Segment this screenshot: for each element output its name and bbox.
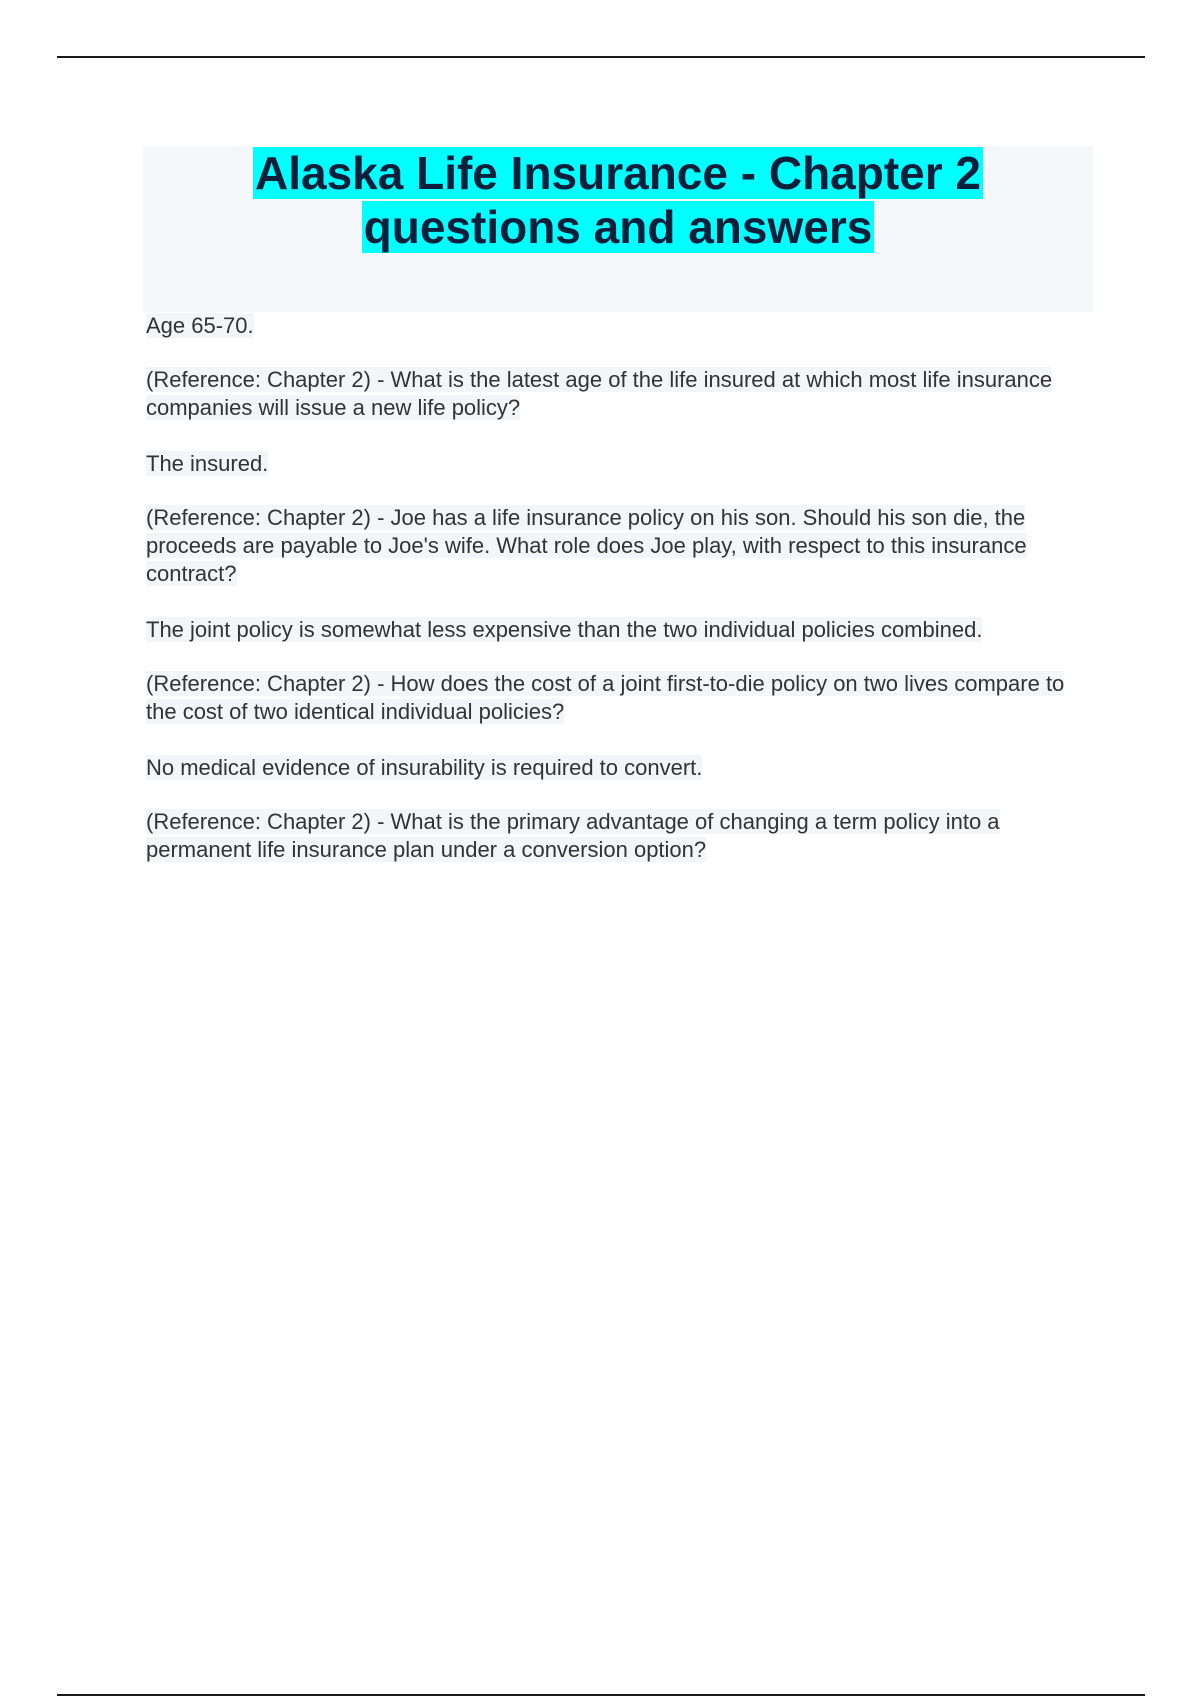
document-title [143, 146, 1093, 254]
top-divider [57, 56, 1145, 58]
question-1: (Reference: Chapter 2) - What is the latest age of the life insured at which most life insurance companies will issue a new life policy? [146, 367, 1053, 420]
answer-text [146, 450, 1096, 478]
answer-text [146, 754, 1096, 782]
question-text [146, 366, 1096, 422]
question-3: (Reference: Chapter 2) - How does the cost of a joint first-to-die policy on two lives compare to the cost of two identical individual policies? [146, 671, 1065, 724]
answer-3: The joint policy is somewhat less expensive than the two individual policies combined. [146, 617, 983, 642]
answer-text [146, 312, 1096, 340]
question-4: (Reference: Chapter 2) - What is the primary advantage of changing a term policy into a permanent life insurance plan under a conversion option? [146, 809, 1000, 862]
answer-text [146, 616, 1096, 644]
qa-list [146, 312, 1096, 892]
bottom-divider [57, 1694, 1145, 1696]
title-block [143, 146, 1093, 312]
answer-2: The insured. [146, 451, 269, 476]
question-text [146, 808, 1096, 864]
answer-4: No medical evidence of insurability is required to convert. [146, 755, 703, 780]
question-2: (Reference: Chapter 2) - Joe has a life insurance policy on his son. Should his son die, the proceeds are payable to Joe's wife. What role does Joe play, with respect to this insurance contract? [146, 505, 1027, 586]
answer-1: Age 65-70. [146, 313, 254, 338]
question-text [146, 670, 1096, 726]
document-title-line-1: Alaska Life Insurance - Chapter 2 [254, 147, 982, 199]
document-title-line-2: questions and answers [363, 201, 873, 253]
question-text [146, 504, 1096, 588]
